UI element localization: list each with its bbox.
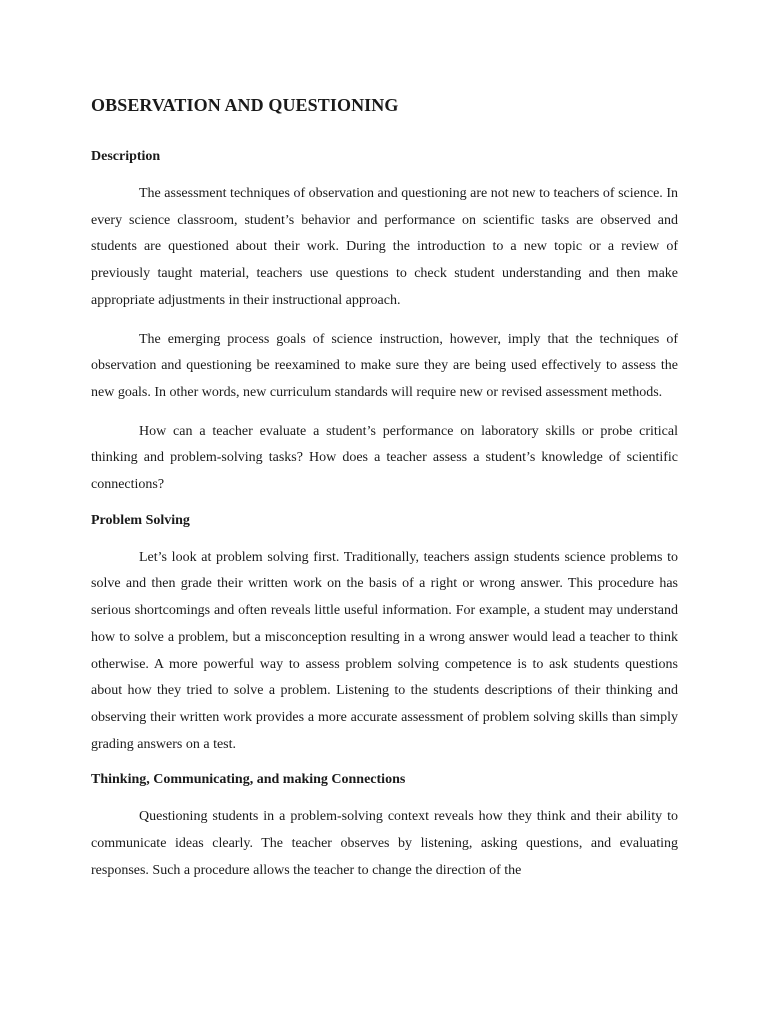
- paragraph: Let’s look at problem solving first. Traditionally, teachers assign students science problems to solve and then grade their written work on the basis of a right or wrong answer. This procedure has serious shortcomings and often reveals little useful information. For example, a student may understand how to solve a problem, but a misconception resulting in a wrong answer would lead a teacher to think otherwise. A more powerful way to assess problem solving competence is to ask students questions about how they tried to solve a problem. Listening to the students descriptions of their thinking and observing their written work provides a more accurate assessment of problem solving skills than simply grading answers on a test.: [91, 549, 678, 752]
- paragraph: How can a teacher evaluate a student’s performance on laboratory skills or probe critical thinking and problem-solving tasks? How does a teacher assess a student’s knowledge of scientific connections?: [91, 423, 678, 493]
- section-heading-thinking-communicating: Thinking, Communicating, and making Connections: [91, 772, 406, 788]
- paragraph: The emerging process goals of science instruction, however, imply that the techniques of observation and questioning be reexamined to make sure they are being used effectively to assess the new goals. In other words, new curriculum standards will require new or revised assessment methods.: [91, 331, 678, 400]
- page-title: OBSERVATION AND QUESTIONING: [91, 95, 399, 115]
- paragraph: The assessment techniques of observation and questioning are not new to teachers of science. In every science classroom, student’s behavior and performance on scientific tasks are observed and students are questioned about their work. During the introduction to a new topic or a review of previously taught material, teachers use questions to check student understanding and then make appropriate adjustments in their instructional approach.: [91, 186, 678, 308]
- section-heading-description: Description: [91, 149, 161, 164]
- paragraph: Questioning students in a problem-solving context reveals how they think and their ability to communicate ideas clearly. The teacher observes by listening, asking questions, and evaluating responses. Such a procedure allows the teacher to change the direction of the: [91, 809, 678, 878]
- section-heading-problem-solving: Problem Solving: [91, 512, 190, 528]
